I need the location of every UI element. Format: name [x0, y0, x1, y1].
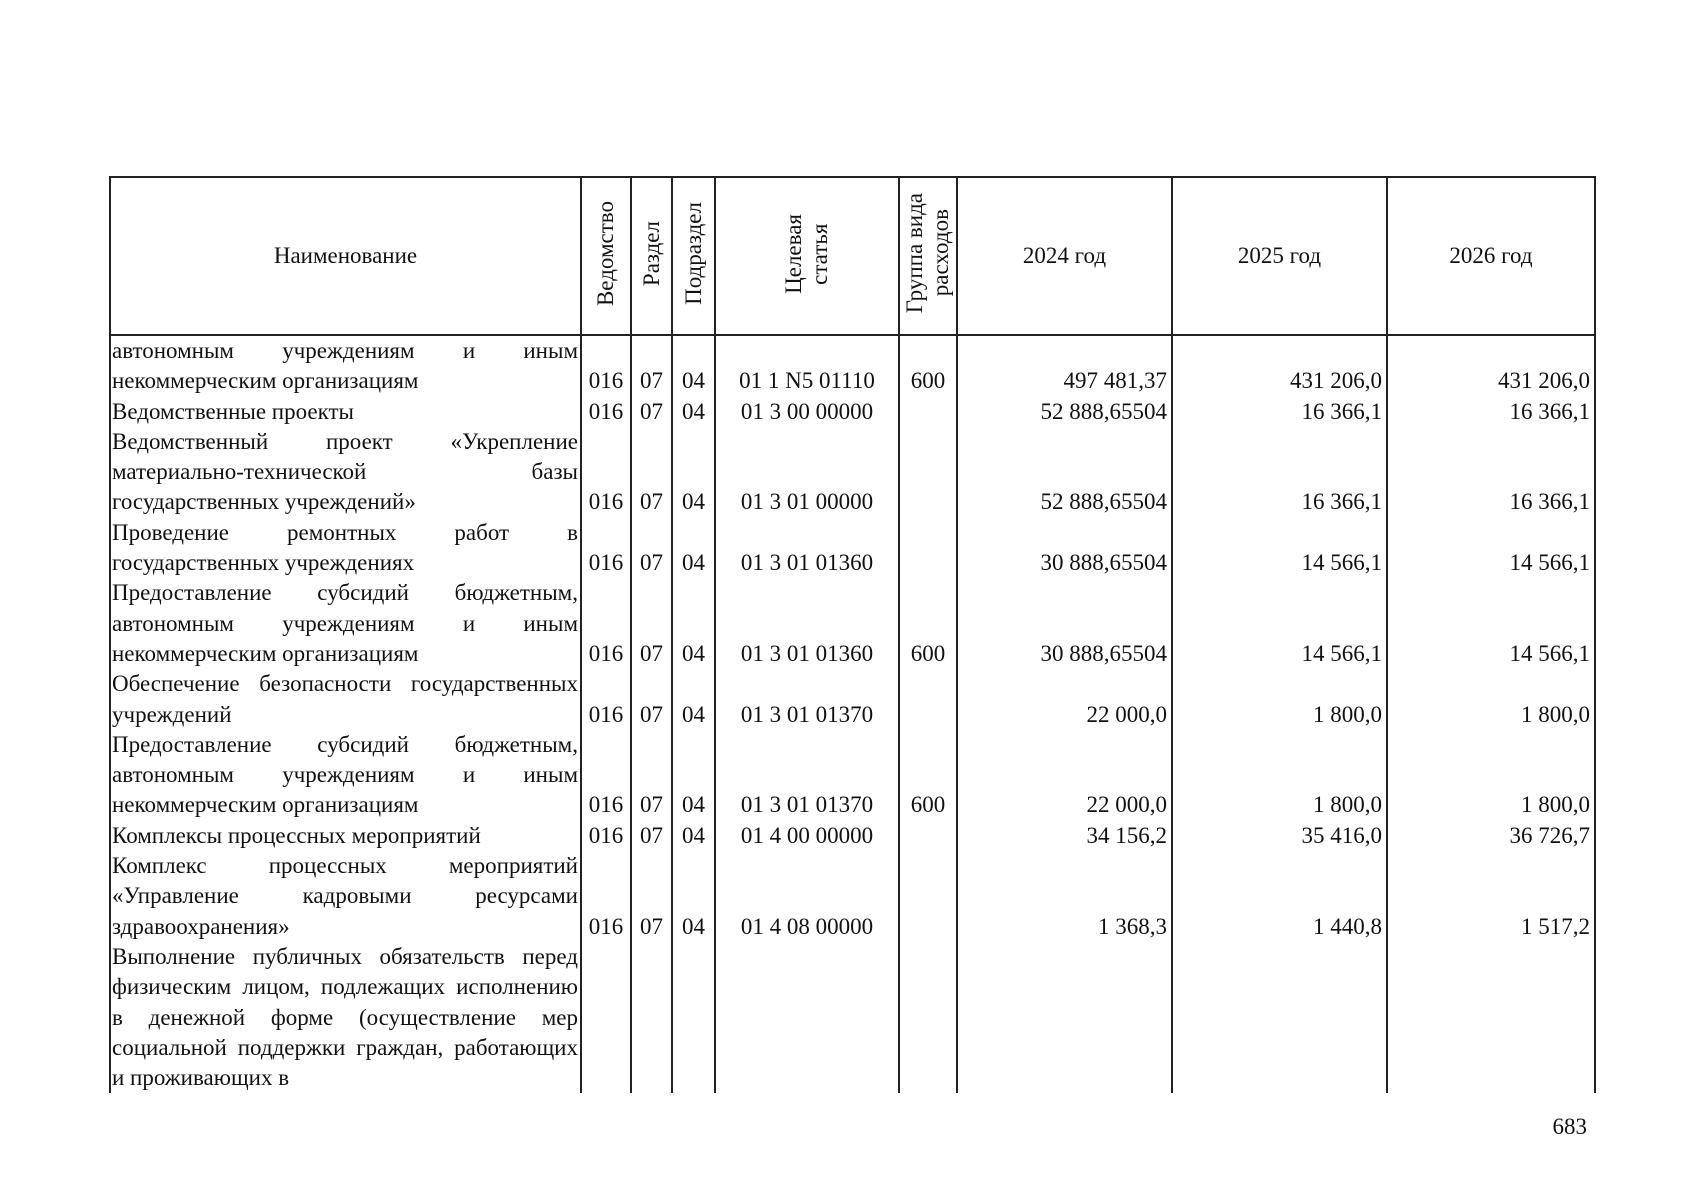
- row-section: [631, 942, 672, 1093]
- row-2025: 14 566,1: [1172, 518, 1387, 579]
- row-target: 01 3 01 01360: [715, 518, 899, 579]
- header-section: Раздел: [631, 177, 672, 335]
- table-row: [110, 851, 1595, 942]
- header-subsection: Подраздел: [672, 177, 715, 335]
- row-name: Обеспечение безопасности государственных учреждений: [110, 669, 581, 730]
- row-2024: 30 888,65504: [957, 578, 1172, 669]
- row-subsection: 04: [672, 578, 715, 669]
- row-dept: 016: [581, 427, 631, 518]
- row-section: 07: [631, 669, 672, 730]
- row-subsection: 04: [672, 518, 715, 579]
- row-dept: [581, 942, 631, 1093]
- row-2026: 1 517,2: [1387, 851, 1595, 942]
- row-section: 07: [631, 518, 672, 579]
- row-name: Проведение ремонтных работ в государственных учреждениях: [110, 518, 581, 579]
- row-name: Выполнение публичных обязательств перед физическим лицом, подлежащих исполнению в денежной форме (осуществление мер социальной поддержки граждан, работающих и проживающих в: [110, 942, 581, 1093]
- row-2026: 14 566,1: [1387, 518, 1595, 579]
- row-2025: 16 366,1: [1172, 427, 1387, 518]
- row-section: 07: [631, 851, 672, 942]
- table-row: [110, 518, 1595, 579]
- row-2025: 35 416,0: [1172, 821, 1387, 851]
- table-header: [109, 176, 1596, 336]
- row-name: Комплексы процессных мероприятий: [110, 821, 581, 851]
- row-2026: [1387, 942, 1595, 1093]
- header-target: Целевая статья: [715, 177, 899, 335]
- table-row: [110, 942, 1595, 1093]
- header-dept: Ведомство: [581, 177, 631, 335]
- row-dept: 016: [581, 669, 631, 730]
- row-name: Ведомственные проекты: [110, 397, 581, 427]
- row-target: 01 3 01 00000: [715, 427, 899, 518]
- row-group: [899, 397, 957, 427]
- row-2024: 30 888,65504: [957, 518, 1172, 579]
- row-target: 01 3 01 01370: [715, 730, 899, 821]
- row-name: Предоставление субсидий бюджетным, автономным учреждениям и иным некоммерческим организациям: [110, 730, 581, 821]
- row-2024: 22 000,0: [957, 730, 1172, 821]
- row-2026: 1 800,0: [1387, 730, 1595, 821]
- row-dept: 016: [581, 821, 631, 851]
- row-2024: 22 000,0: [957, 669, 1172, 730]
- table-row: [110, 730, 1595, 821]
- row-2026: 36 726,7: [1387, 821, 1595, 851]
- row-section: 07: [631, 336, 672, 397]
- row-subsection: 04: [672, 427, 715, 518]
- row-target: 01 3 00 00000: [715, 397, 899, 427]
- header-group: Группа вида расходов: [899, 177, 957, 335]
- row-2025: 431 206,0: [1172, 336, 1387, 397]
- row-section: 07: [631, 730, 672, 821]
- row-2024: [957, 942, 1172, 1093]
- row-dept: 016: [581, 730, 631, 821]
- table-row: [110, 578, 1595, 669]
- table-row: [110, 821, 1595, 851]
- row-group: [899, 427, 957, 518]
- row-dept: 016: [581, 851, 631, 942]
- row-subsection: 04: [672, 669, 715, 730]
- row-target: 01 3 01 01360: [715, 578, 899, 669]
- row-2025: 1 440,8: [1172, 851, 1387, 942]
- row-section: 07: [631, 397, 672, 427]
- header-2024: 2024 год: [957, 177, 1172, 335]
- row-section: 07: [631, 578, 672, 669]
- row-target: [715, 942, 899, 1093]
- row-section: 07: [631, 427, 672, 518]
- row-2026: 1 800,0: [1387, 669, 1595, 730]
- row-section: 07: [631, 821, 672, 851]
- row-dept: 016: [581, 578, 631, 669]
- table-row: [110, 427, 1595, 518]
- row-group: 600: [899, 730, 957, 821]
- row-group: [899, 942, 957, 1093]
- table-row: [110, 397, 1595, 427]
- row-2025: 14 566,1: [1172, 578, 1387, 669]
- row-subsection: 04: [672, 851, 715, 942]
- header-2026: 2026 год: [1387, 177, 1595, 335]
- row-2026: 16 366,1: [1387, 427, 1595, 518]
- header-name: Наименование: [110, 177, 581, 335]
- row-subsection: 04: [672, 336, 715, 397]
- row-subsection: 04: [672, 821, 715, 851]
- row-name: Комплекс процессных мероприятий «Управление кадровыми ресурсами здравоохранения»: [110, 851, 581, 942]
- row-target: 01 1 N5 01110: [715, 336, 899, 397]
- row-group: 600: [899, 578, 957, 669]
- table-row: [110, 669, 1595, 730]
- row-target: 01 3 01 01370: [715, 669, 899, 730]
- row-2024: 52 888,65504: [957, 397, 1172, 427]
- table-row: [110, 336, 1595, 397]
- row-2025: 1 800,0: [1172, 669, 1387, 730]
- row-2025: 16 366,1: [1172, 397, 1387, 427]
- row-group: [899, 851, 957, 942]
- row-2025: 1 800,0: [1172, 730, 1387, 821]
- row-2024: 34 156,2: [957, 821, 1172, 851]
- row-name: Ведомственный проект «Укрепление материально-технической базы государственных учреждений»: [110, 427, 581, 518]
- row-dept: 016: [581, 518, 631, 579]
- row-group: [899, 821, 957, 851]
- row-2026: 16 366,1: [1387, 397, 1595, 427]
- row-target: 01 4 08 00000: [715, 851, 899, 942]
- row-subsection: 04: [672, 730, 715, 821]
- row-2026: 431 206,0: [1387, 336, 1595, 397]
- row-dept: 016: [581, 397, 631, 427]
- row-2026: 14 566,1: [1387, 578, 1595, 669]
- row-name: автономным учреждениям и иным некоммерческим организациям: [110, 336, 581, 397]
- row-name: Предоставление субсидий бюджетным, автономным учреждениям и иным некоммерческим организациям: [110, 578, 581, 669]
- row-2024: 497 481,37: [957, 336, 1172, 397]
- budget-table: [109, 336, 1596, 1093]
- row-subsection: 04: [672, 397, 715, 427]
- row-group: 600: [899, 336, 957, 397]
- header-2025: 2025 год: [1172, 177, 1387, 335]
- row-target: 01 4 00 00000: [715, 821, 899, 851]
- row-2024: 52 888,65504: [957, 427, 1172, 518]
- page-number: 683: [1552, 1114, 1587, 1139]
- row-dept: 016: [581, 336, 631, 397]
- row-2024: 1 368,3: [957, 851, 1172, 942]
- row-2025: [1172, 942, 1387, 1093]
- row-subsection: [672, 942, 715, 1093]
- row-group: [899, 669, 957, 730]
- row-group: [899, 518, 957, 579]
